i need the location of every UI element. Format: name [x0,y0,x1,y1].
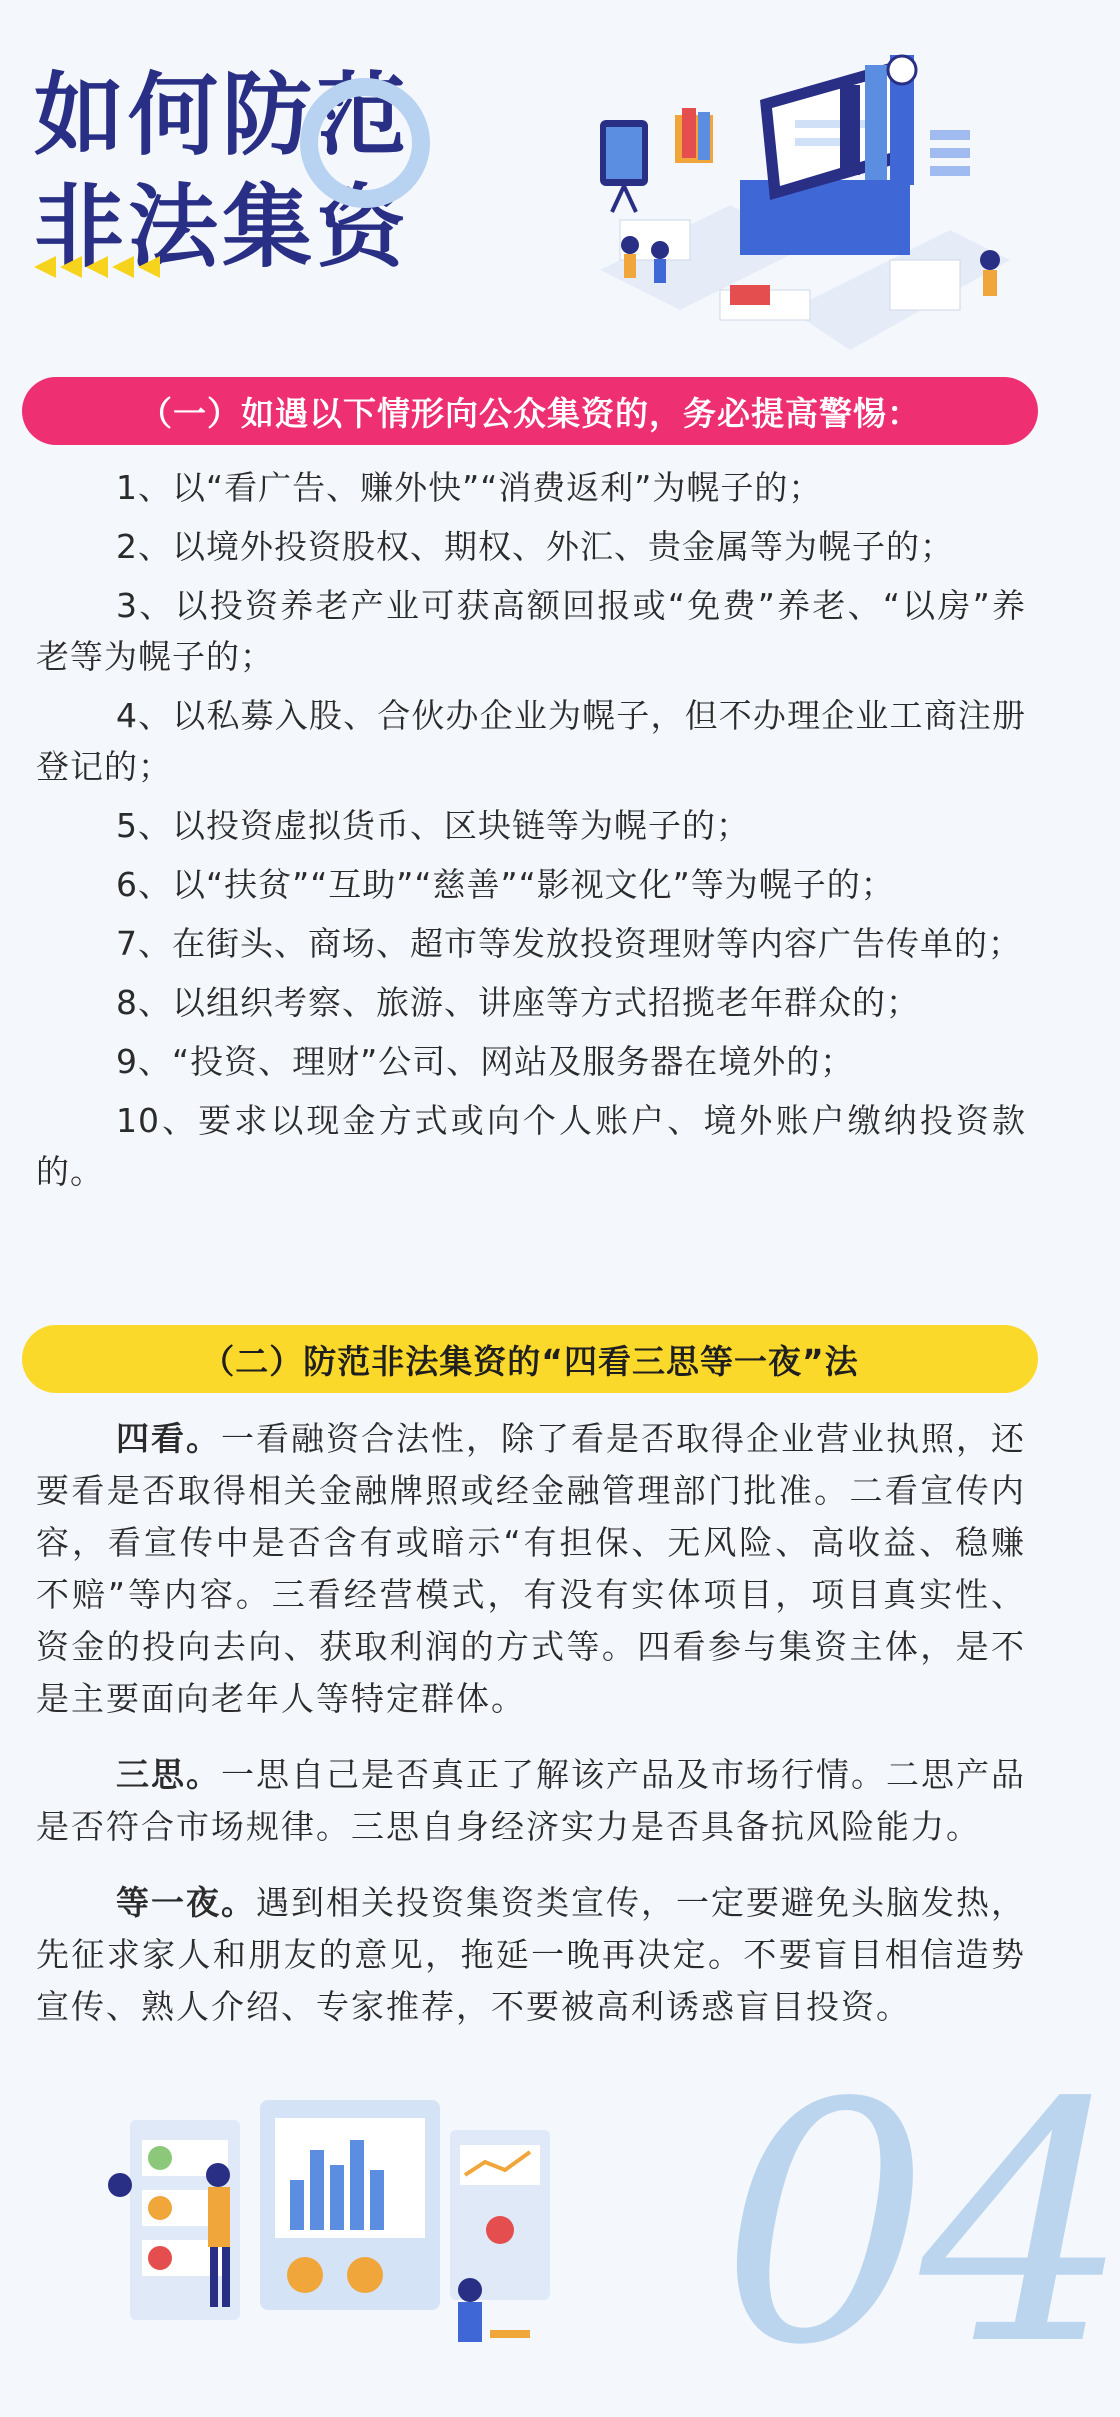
page-number: 04 [720,2033,1120,2417]
paragraph-text: 一看融资合法性，除了看是否取得企业营业执照，还要看是否取得相关金融牌照或经金融管理部门批准。二看宣传内容，看宣传中是否含有或暗示“有担保、无风险、高收益、稳赚不赔”等内容。三看经营模式，有没有实体项目，项目真实性、资金的投向去向、获取利润的方式等。四看参与集资主体，是不是主要面向老年人等特定群体。 [36,1419,1026,1718]
paragraph-lead: 等一夜。 [116,1883,256,1922]
title-line-2: 非法集资 [34,175,410,280]
paragraph-lead: 三思。 [116,1755,221,1794]
arrow-decoration [34,256,160,278]
paragraph-text: 遇到相关投资集资类宣传，一定要避免头脑发热，先征求家人和朋友的意见，拖延一晚再决定。不要盲目相信造势宣传、熟人介绍、专家推荐，不要被高利诱惑盲目投资。 [36,1883,1026,2026]
paragraph-wait-one-night [36,1877,1026,2033]
list-item: 6、以“扶贫”“互助”“慈善”“影视文化”等为幌子的； [116,865,895,904]
list-item: 2、以境外投资股权、期权、外汇、贵金属等为幌子的； [116,527,954,566]
title-line-1: 如何防范 [34,63,410,168]
method-paragraphs [36,1413,1026,2033]
list-item: 8、以组织考察、旅游、讲座等方式招揽老年群众的； [116,983,920,1022]
list-item: 1、以“看广告、赚外快”“消费返利”为幌子的； [116,468,823,507]
list-item: 9、“投资、理财”公司、网站及服务器在境外的； [116,1042,855,1081]
list-item: 3、以投资养老产业可获高额回报或“免费”养老、“以房”养老等为幌子的； [36,586,1026,676]
office-illustration [590,60,1010,365]
paragraph-lead: 四看。 [116,1419,221,1458]
warning-list [36,462,1026,1197]
paragraph-four-looks [36,1413,1026,1725]
list-item: 7、在街头、商场、超市等发放投资理财等内容广告传单的； [116,924,1022,963]
list-item: 5、以投资虚拟货币、区块链等为幌子的； [116,806,750,845]
decorative-ring [300,78,430,208]
paragraph-text: 一思自己是否真正了解该产品及市场行情。二思产品是否符合市场规律。三思自身经济实力是否具备抗风险能力。 [36,1755,1026,1846]
list-item: 4、以私募入股、合伙办企业为幌子，但不办理企业工商注册登记的； [36,696,1026,786]
paragraph-three-thoughts [36,1749,1026,1853]
list-item: 10、要求以现金方式或向个人账户、境外账户缴纳投资款的。 [36,1101,1026,1191]
section-1-heading: （一）如遇以下情形向公众集资的，务必提高警惕： [22,377,1038,445]
section-2-heading: （二）防范非法集资的“四看三思等一夜”法 [22,1325,1038,1393]
team-analytics-illustration [130,2100,610,2364]
